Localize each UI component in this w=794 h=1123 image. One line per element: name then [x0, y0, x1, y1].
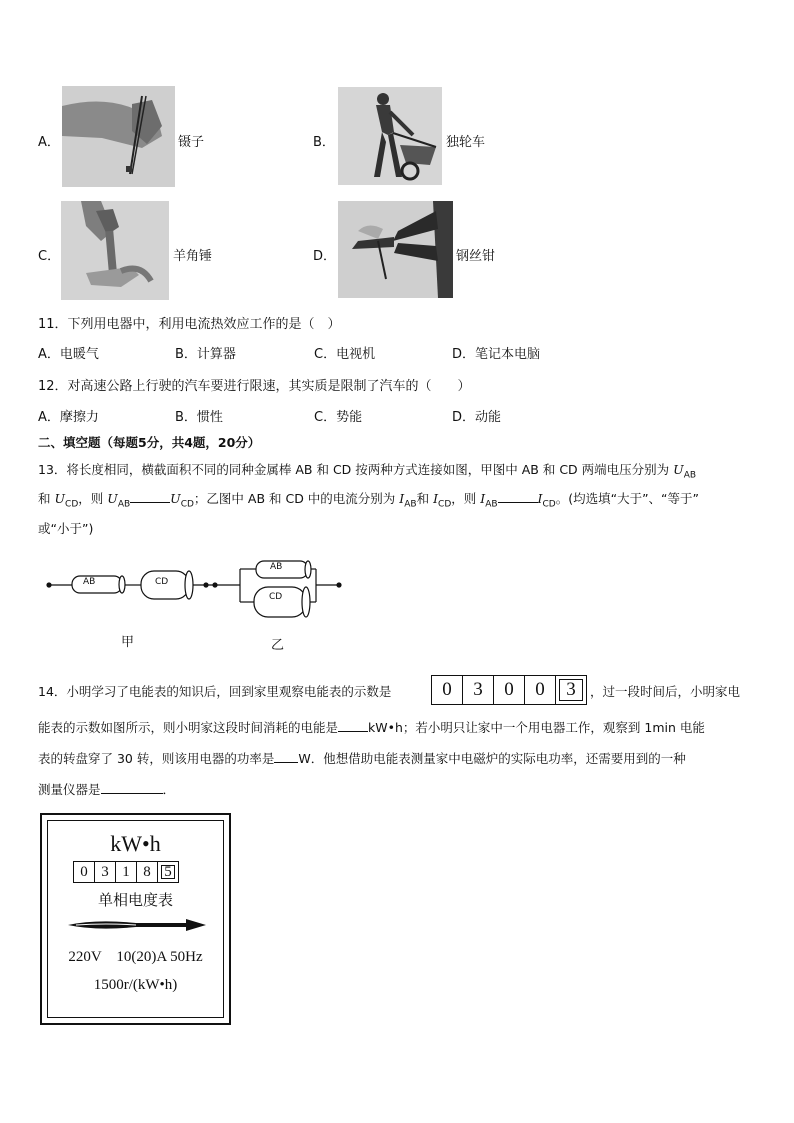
digit: 3	[463, 676, 494, 704]
var-u: U	[107, 491, 118, 506]
disc-direction-arrow-icon	[66, 917, 208, 933]
digit: 0	[74, 862, 95, 882]
q13-text: ，则	[451, 491, 477, 506]
digit: 0	[494, 676, 525, 704]
q13-line3: 或“小于”)	[38, 521, 94, 536]
rod-ab-label-series: AB	[83, 577, 96, 587]
answer-blank[interactable]	[130, 490, 170, 503]
q14-line1	[38, 682, 391, 700]
q14-text: 14．小明学习了电能表的知识后，回到家里观察电能表的示数是	[38, 684, 392, 699]
section-title: 二、填空题（每题5分，共4题，20分）	[38, 435, 261, 450]
option-letter: C．	[38, 249, 61, 264]
sub-cd: CD	[65, 499, 79, 510]
option-label: 钢丝钳	[456, 249, 496, 264]
q12-option-d: D．动能	[452, 410, 502, 425]
q14-line2	[38, 718, 705, 736]
q14-text: 表的转盘穿了 30 转，则该用电器的功率是	[38, 751, 275, 766]
q11-option-b: B．计算器	[175, 347, 236, 362]
var-i: I	[537, 491, 543, 506]
q13-line2	[38, 489, 699, 510]
digit: 1	[116, 862, 137, 882]
meter-reading-current	[73, 861, 179, 883]
var-i: I	[399, 491, 405, 506]
option-letter: D．	[313, 249, 337, 264]
q13-text: ，则	[78, 491, 104, 506]
q11-option-a: A．电暖气	[38, 347, 99, 362]
q13-text: 。(均选填“大于”、“等于”	[555, 491, 699, 506]
answer-blank[interactable]	[274, 750, 298, 763]
q14-text: 测量仪器是	[38, 782, 101, 797]
q13-text: 13．将长度相同，横截面积不同的同种金属棒 AB 和 CD 按两种方式连接如图，甲图中 AB 和 CD 两端电压分别为	[38, 462, 670, 477]
sub-ab: AB	[117, 499, 131, 510]
meter-specs: 220V 10(20)A 50Hz	[68, 949, 203, 965]
q13-text: 和	[38, 491, 51, 506]
wheelbarrow-photo	[338, 87, 442, 185]
q13-text: ；乙图中 AB 和 CD 中的电流分别为	[193, 491, 396, 506]
var-u: U	[54, 491, 66, 506]
meter-unit: kW•h	[110, 831, 161, 856]
var-i: I	[480, 491, 486, 506]
q12-stem: 12．对高速公路上行驶的汽车要进行限速，其实质是限制了汽车的（ ）	[38, 379, 471, 394]
q13-circuit-figure	[40, 556, 350, 656]
sub-cd: CD	[542, 499, 556, 510]
answer-blank[interactable]	[338, 719, 368, 732]
digit: 8	[137, 862, 158, 882]
digit: 0	[525, 676, 556, 704]
option-label: 独轮车	[446, 135, 486, 150]
option-label: 羊角锤	[173, 249, 213, 264]
q14-text: ．	[162, 782, 176, 797]
option-label: 镊子	[178, 135, 205, 150]
digit: 3	[95, 862, 116, 882]
figure-label-jia: 甲	[121, 635, 135, 650]
rod-cd-label-series: CD	[155, 577, 169, 587]
digit-decimal: 3	[556, 676, 586, 704]
q14-line4	[38, 780, 175, 798]
q12-option-a: A．摩擦力	[38, 410, 99, 425]
q12-option-c: C．势能	[314, 410, 363, 425]
electricity-meter	[40, 813, 231, 1025]
figure-label-yi: 乙	[271, 638, 285, 653]
sub-ab: AB	[683, 470, 697, 481]
digit: 0	[432, 676, 463, 704]
q14-line3	[38, 749, 686, 767]
answer-blank[interactable]	[498, 490, 538, 503]
q11-stem: 11．下列用电器中，利用电流热效应工作的是（ ）	[38, 317, 341, 332]
answer-blank[interactable]	[101, 781, 163, 794]
meter-panel	[47, 820, 224, 1018]
sub-cd: CD	[180, 499, 194, 510]
q11-option-d: D．笔记本电脑	[452, 347, 541, 362]
q12-option-b: B．惯性	[175, 410, 223, 425]
q14-text: ，过一段时间后，小明家电	[590, 684, 741, 699]
claw-hammer-photo	[61, 201, 169, 300]
option-letter: A．	[38, 135, 60, 150]
option-letter: B．	[313, 135, 335, 150]
var-u: U	[170, 491, 181, 506]
meter-name: 单相电度表	[97, 893, 173, 909]
meter-rate: 1500r/(kW•h)	[93, 977, 178, 993]
q14-text: kW•h；若小明只让家中一个用电器工作，观察到 1min 电能	[368, 720, 705, 735]
rod-ab-label-parallel: AB	[270, 562, 283, 572]
var-u: U	[673, 462, 684, 477]
tweezers-hand-photo	[62, 86, 175, 187]
digit-decimal: 5	[158, 862, 178, 882]
q13-line1	[38, 460, 696, 481]
rod-cd-label-parallel: CD	[269, 592, 283, 602]
q13-text: 和	[416, 491, 430, 506]
q14-text: 能表的示数如图所示，则小明家这段时间消耗的电能是	[38, 720, 339, 735]
sub-ab: AB	[485, 499, 498, 510]
sub-ab: AB	[404, 499, 417, 510]
meter-reading-initial	[431, 675, 587, 705]
var-i: I	[433, 491, 439, 506]
pliers-photo	[338, 201, 453, 298]
q14-text: W．他想借助电能表测量家中电磁炉的实际电功率，还需要用到的一种	[298, 751, 686, 766]
q11-option-c: C．电视机	[314, 347, 376, 362]
sub-cd: CD	[438, 499, 452, 510]
